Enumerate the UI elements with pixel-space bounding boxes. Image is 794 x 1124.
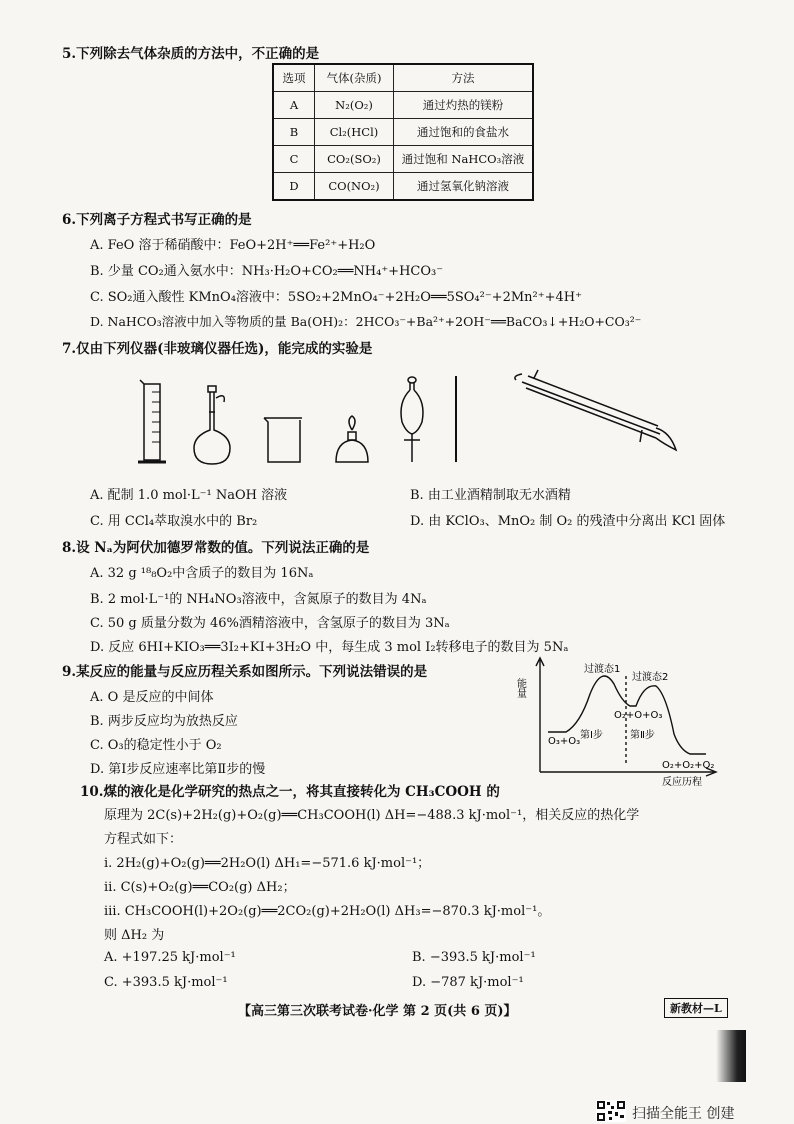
- beaker-icon: [264, 418, 302, 462]
- q7-apparatus-figure: [130, 372, 690, 472]
- q8-option-a: A. 32 g ¹⁸₈O₂中含质子的数目为 16Nₐ: [90, 566, 314, 581]
- ts2-label: 过渡态2: [632, 672, 669, 683]
- step2-label: 第Ⅱ步: [630, 730, 655, 741]
- table-cell: CO₂(SO₂): [315, 146, 394, 173]
- q5-table: [272, 63, 534, 201]
- products-label: O₂+O₂+O₂: [662, 760, 715, 771]
- table-row: [273, 146, 533, 173]
- q7-title: 7.仅由下列仪器(非玻璃仪器任选)，能完成的实验是: [62, 341, 373, 357]
- table-cell: C: [273, 146, 315, 173]
- q10-option-d: D. −787 kJ·mol⁻¹: [412, 975, 524, 990]
- edition-badge: 新教材—L: [664, 998, 728, 1018]
- page-footer-title: 【高三第三次联考试卷·化学 第 2 页(共 6 页)】: [238, 1004, 517, 1019]
- table-cell: 通过氢氧化钠溶液: [394, 173, 534, 201]
- step1-label: 第Ⅰ步: [580, 730, 603, 741]
- table-cell: 通过灼热的镁粉: [394, 92, 534, 119]
- table-row: [273, 119, 533, 146]
- q9-option-b: B. 两步反应均为放热反应: [90, 714, 238, 729]
- q7-option-b: B. 由工业酒精制取无水酒精: [410, 488, 571, 503]
- scan-shadow: [716, 1030, 746, 1082]
- q7-option-a: A. 配制 1.0 mol·L⁻¹ NaOH 溶液: [90, 488, 288, 503]
- table-cell: B: [273, 119, 315, 146]
- separatory-funnel-icon: [401, 377, 423, 462]
- table-header-cell: 方法: [394, 64, 534, 92]
- table-cell: CO(NO₂): [315, 173, 394, 201]
- q6-option-b: B. 少量 CO₂通入氨水中：NH₃·H₂O+CO₂══NH₄⁺+HCO₃⁻: [90, 264, 444, 279]
- table-row: [273, 92, 533, 119]
- q9-option-d: D. 第Ⅰ步反应速率比第Ⅱ步的慢: [90, 762, 266, 777]
- q10-line3: 方程式如下：: [104, 832, 183, 847]
- q6-option-a: A. FeO 溶于稀硝酸中：FeO+2H⁺══Fe²⁺+H₂O: [90, 238, 376, 253]
- volumetric-flask-icon: [194, 386, 230, 464]
- reactants-label: O₃+O₃: [548, 736, 581, 747]
- table-header-cell: 选项: [273, 64, 315, 92]
- qr-code-icon: [596, 1100, 626, 1122]
- q10-eq1: ⅰ. 2H₂(g)+O₂(g)══2H₂O(l) ΔH₁=−571.6 kJ·mol⁻¹；: [104, 856, 431, 871]
- alcohol-lamp-icon: [336, 416, 368, 462]
- q10-eq2: ⅱ. C(s)+O₂(g)══CO₂(g) ΔH₂；: [104, 880, 296, 895]
- q10-option-b: B. −393.5 kJ·mol⁻¹: [412, 950, 536, 965]
- table-cell: 通过饱和 NaHCO₃溶液: [394, 146, 534, 173]
- y-axis-label: 能量: [514, 678, 526, 698]
- table-cell: Cl₂(HCl): [315, 119, 394, 146]
- q8-option-b: B. 2 mol·L⁻¹的 NH₄NO₃溶液中，含氮原子的数目为 4Nₐ: [90, 592, 427, 607]
- graduated-cylinder-icon: [138, 380, 166, 462]
- q8-title: 8.设 Nₐ为阿伏加德罗常数的值。下列说法正确的是: [62, 540, 370, 556]
- q9-title: 9.某反应的能量与反应历程关系如图所示。下列说法错误的是: [62, 664, 428, 680]
- q10-line2: 原理为 2C(s)+2H₂(g)+O₂(g)══CH₃COOH(l) ΔH=−488.3 kJ·mol⁻¹，相关反应的热化学: [104, 808, 640, 823]
- energy-profile-diagram: [514, 654, 728, 788]
- condenser-icon: [515, 370, 676, 450]
- q5-title: 5.下列除去气体杂质的方法中，不正确的是: [62, 46, 320, 62]
- q7-option-d: D. 由 KClO₃、MnO₂ 制 O₂ 的残渣中分离出 KCl 固体: [410, 514, 726, 529]
- q10-ask: 则 ΔH₂ 为: [104, 928, 165, 943]
- q7-option-c: C. 用 CCl₄萃取溴水中的 Br₂: [90, 514, 258, 529]
- q8-option-c: C. 50 g 质量分数为 46%酒精溶液中，含氢原子的数目为 3Nₐ: [90, 616, 450, 631]
- table-header-cell: 气体(杂质): [315, 64, 394, 92]
- intermediate-label: O₂+O+O₃: [614, 710, 663, 721]
- q6-title: 6.下列离子方程式书写正确的是: [62, 212, 252, 228]
- x-axis-label: 反应历程: [662, 777, 702, 788]
- q8-option-d: D. 反应 6HI+KIO₃══3I₂+KI+3H₂O 中，每生成 3 mol I₂转移电子的数目为 5Nₐ: [90, 640, 569, 655]
- q10-title: 10.煤的液化是化学研究的热点之一，将其直接转化为 CH₃COOH 的: [80, 784, 500, 800]
- ts1-label: 过渡态1: [584, 664, 621, 675]
- table-cell: A: [273, 92, 315, 119]
- q9-option-c: C. O₃的稳定性小于 O₂: [90, 738, 222, 753]
- q10-eq3: ⅲ. CH₃COOH(l)+2O₂(g)══2CO₂(g)+2H₂O(l) ΔH₃=−870.3 kJ·mol⁻¹。: [104, 904, 551, 919]
- q6-option-d: D. NaHCO₃溶液中加入等物质的量 Ba(OH)₂：2HCO₃⁻+Ba²⁺+2OH⁻══BaCO₃↓+H₂O+CO₃²⁻: [90, 314, 642, 329]
- table-row: [273, 173, 533, 201]
- table-header-row: [273, 64, 533, 92]
- q10-option-a: A. +197.25 kJ·mol⁻¹: [104, 950, 236, 965]
- table-cell: D: [273, 173, 315, 201]
- table-cell: N₂(O₂): [315, 92, 394, 119]
- q6-option-c: C. SO₂通入酸性 KMnO₄溶液中：5SO₂+2MnO₄⁻+2H₂O══5SO₄²⁻+2Mn²⁺+4H⁺: [90, 290, 582, 305]
- scanner-watermark: 扫描全能王 创建: [632, 1106, 735, 1122]
- q9-option-a: A. O 是反应的中间体: [90, 690, 214, 705]
- q10-option-c: C. +393.5 kJ·mol⁻¹: [104, 975, 228, 990]
- table-cell: 通过饱和的食盐水: [394, 119, 534, 146]
